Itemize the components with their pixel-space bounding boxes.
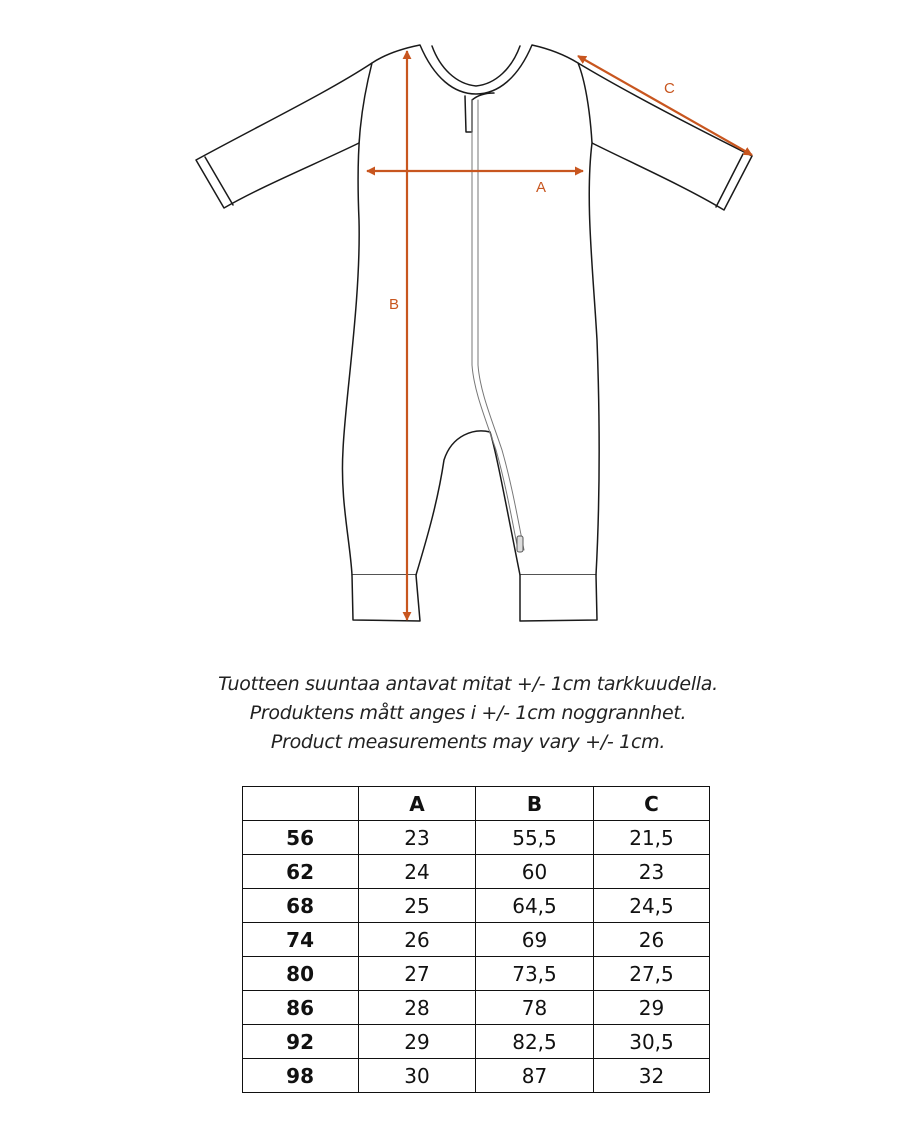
c-cell: 29 (594, 991, 710, 1025)
table-row (243, 991, 710, 1025)
table-row (243, 957, 710, 991)
c-cell: 30,5 (594, 1025, 710, 1059)
c-cell: 23 (594, 855, 710, 889)
a-cell: 30 (359, 1059, 476, 1093)
table-row (243, 1059, 710, 1093)
b-cell: 60 (476, 855, 594, 889)
b-cell: 87 (476, 1059, 594, 1093)
measurement-disclaimer (0, 670, 918, 757)
b-cell: 64,5 (476, 889, 594, 923)
a-cell: 23 (359, 821, 476, 855)
romper-body (342, 45, 599, 575)
size-cell: 74 (243, 923, 359, 957)
disclaimer-line-fi: Tuotteen suuntaa antavat mitat +/- 1cm tarkkuudella. (218, 673, 718, 695)
a-cell: 27 (359, 957, 476, 991)
size-cell: 98 (243, 1059, 359, 1093)
header-a: A (359, 787, 476, 821)
measurement-b-label: B (389, 296, 400, 313)
neckline (432, 46, 520, 86)
disclaimer-line-sv: Produktens mått anges i +/- 1cm noggrannhet. (249, 702, 687, 724)
romper-outline (196, 45, 752, 621)
table-row (243, 889, 710, 923)
zipper-pull (517, 536, 523, 552)
b-cell: 55,5 (476, 821, 594, 855)
table-row (243, 923, 710, 957)
b-cell: 82,5 (476, 1025, 594, 1059)
size-table (242, 786, 710, 1093)
table-body (243, 821, 710, 1093)
table-row (243, 821, 710, 855)
header-b: B (476, 787, 594, 821)
measurement-c-label: C (664, 80, 675, 97)
right-leg-cuff (520, 575, 597, 621)
table-row (243, 855, 710, 889)
a-cell: 29 (359, 1025, 476, 1059)
b-cell: 78 (476, 991, 594, 1025)
left-leg-cuff (352, 575, 420, 621)
header-size (243, 787, 359, 821)
a-cell: 26 (359, 923, 476, 957)
size-cell: 62 (243, 855, 359, 889)
c-cell: 32 (594, 1059, 710, 1093)
disclaimer-line-en: Product measurements may vary +/- 1cm. (270, 731, 666, 753)
a-cell: 24 (359, 855, 476, 889)
b-cell: 69 (476, 923, 594, 957)
b-cell: 73,5 (476, 957, 594, 991)
a-cell: 25 (359, 889, 476, 923)
size-cell: 80 (243, 957, 359, 991)
size-cell: 92 (243, 1025, 359, 1059)
table-row (243, 1025, 710, 1059)
c-cell: 27,5 (594, 957, 710, 991)
measurement-a-label: A (536, 179, 547, 196)
c-cell: 26 (594, 923, 710, 957)
a-cell: 28 (359, 991, 476, 1025)
size-cell: 56 (243, 821, 359, 855)
size-cell: 68 (243, 889, 359, 923)
c-cell: 21,5 (594, 821, 710, 855)
c-cell: 24,5 (594, 889, 710, 923)
table-header-row (243, 787, 710, 821)
size-cell: 86 (243, 991, 359, 1025)
header-c: C (594, 787, 710, 821)
